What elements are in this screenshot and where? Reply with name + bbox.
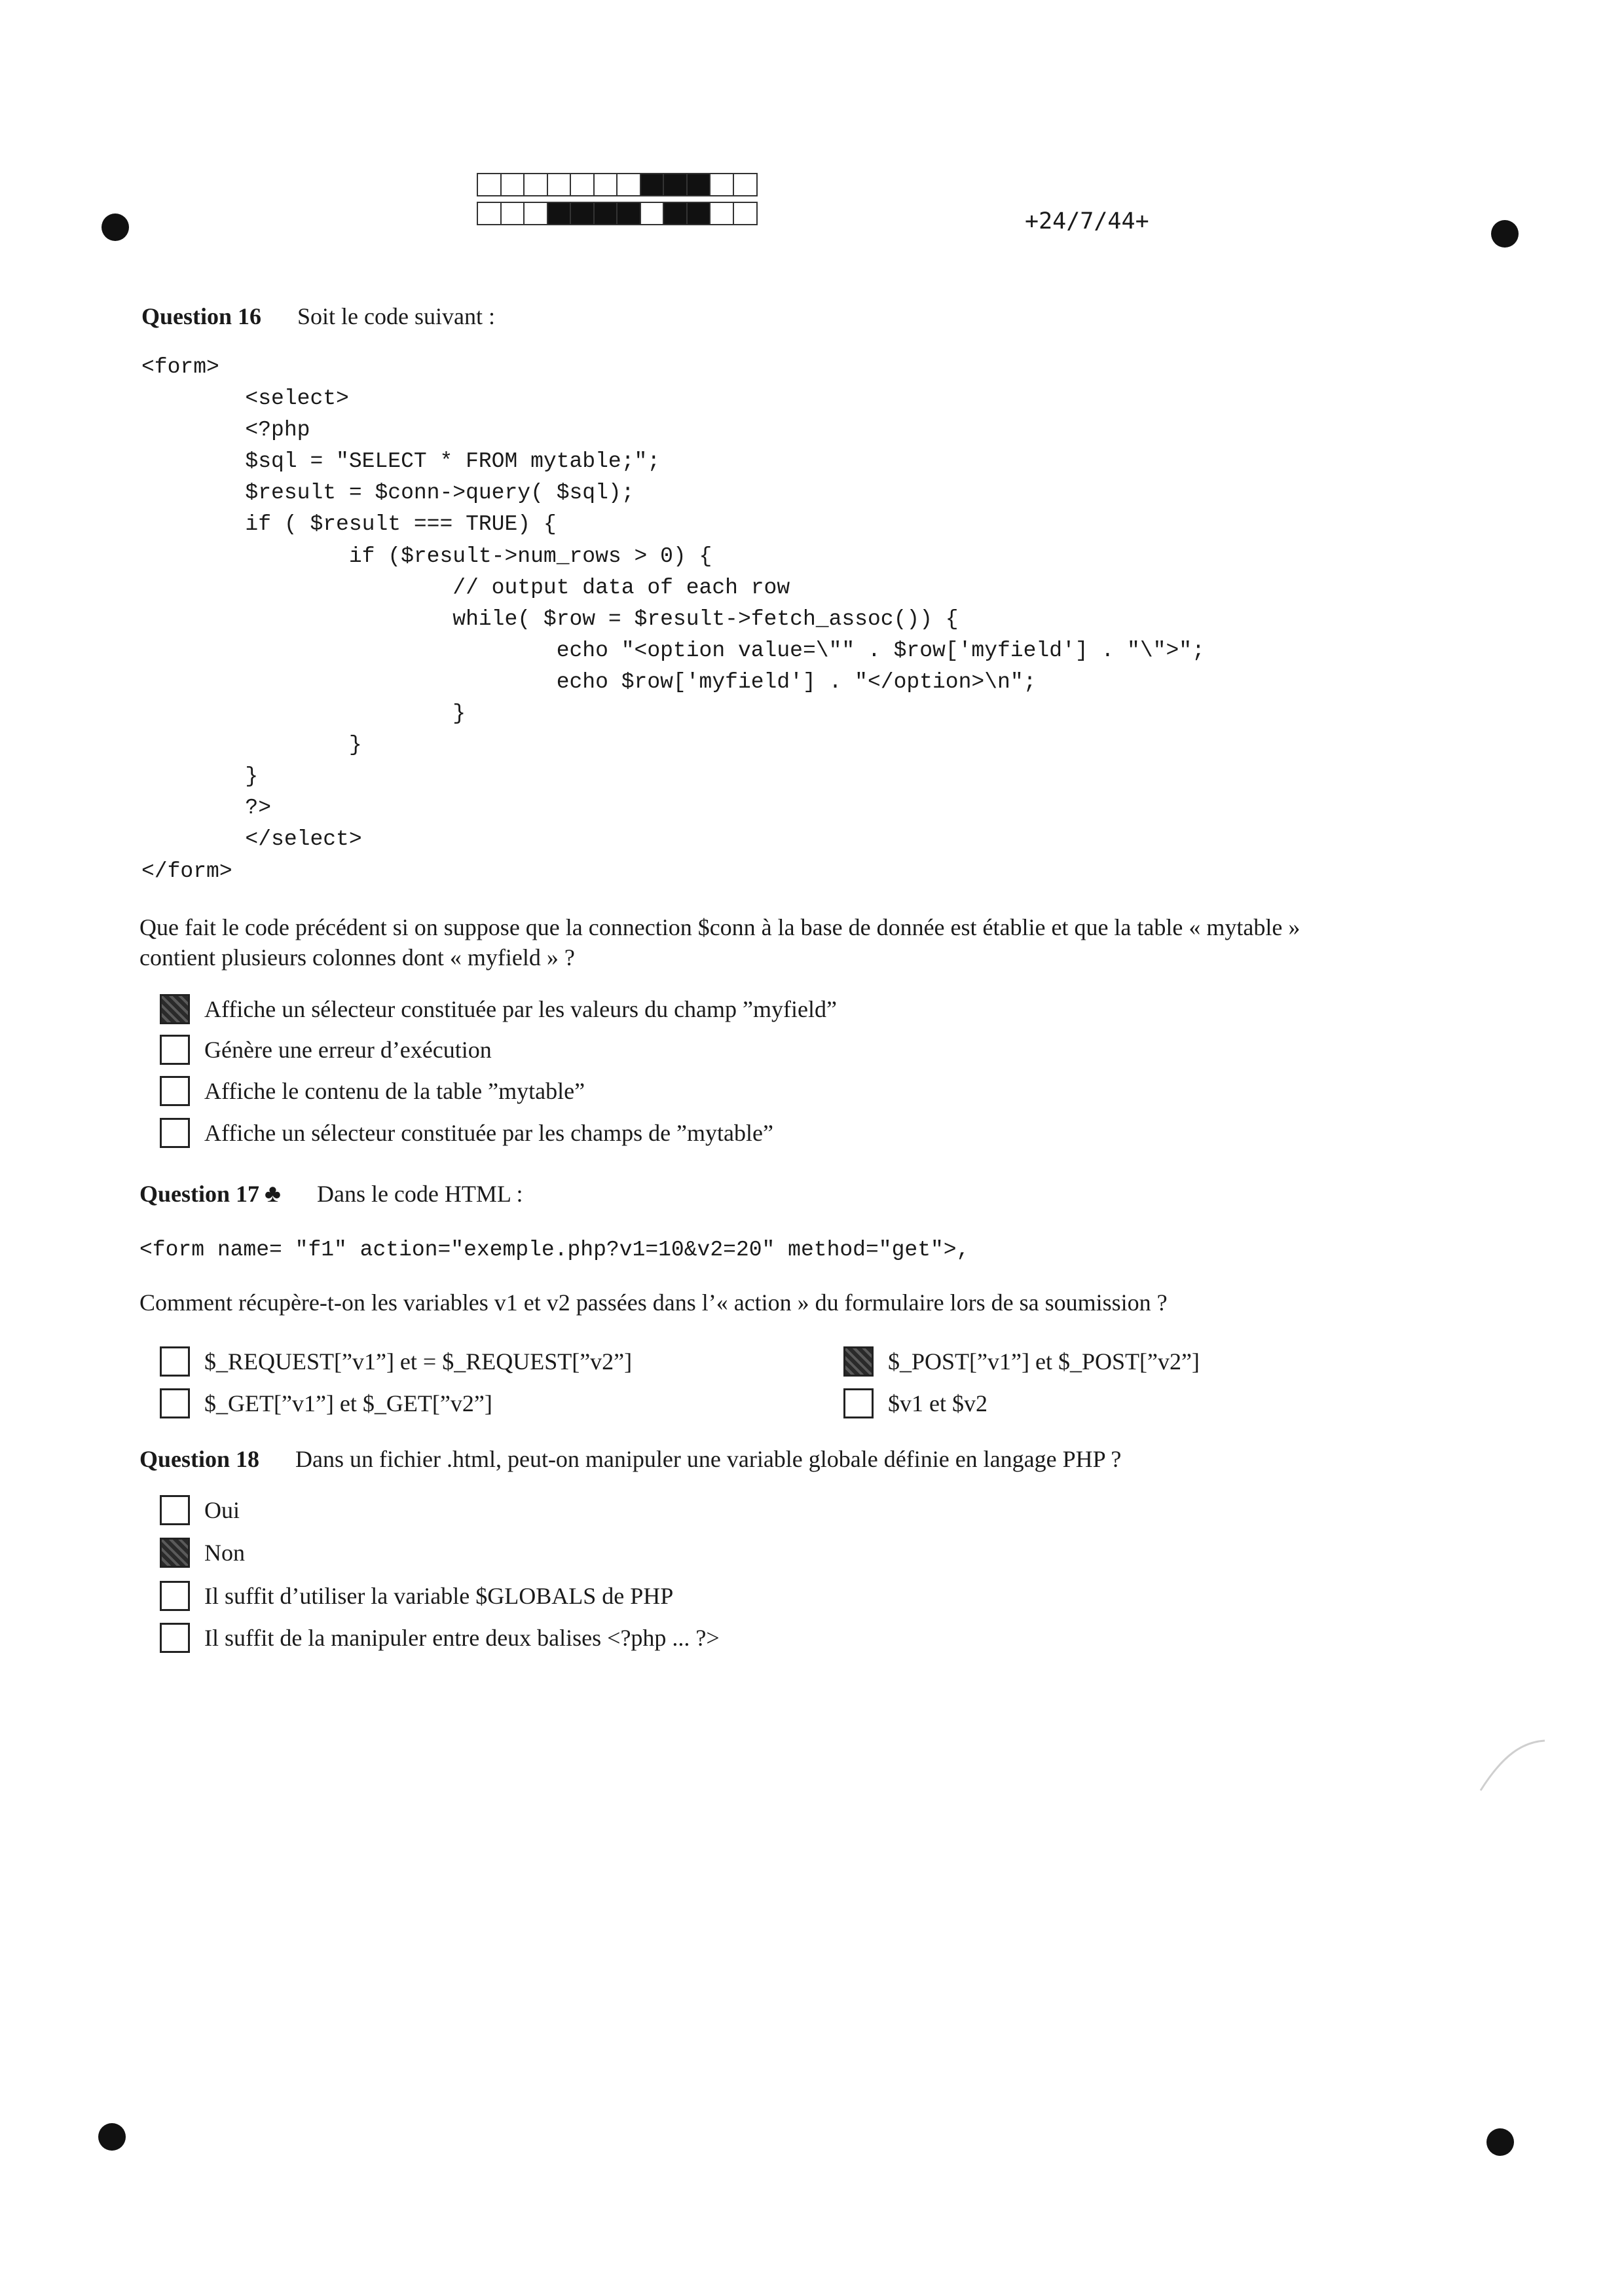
barcode-cell xyxy=(709,202,734,225)
q18-option-4-label: Il suffit de la manipuler entre deux balises <?php ... ?> xyxy=(204,1625,720,1651)
checkbox[interactable] xyxy=(160,1076,190,1106)
barcode-cell xyxy=(477,173,502,196)
corner-mark-bottom-left xyxy=(98,2123,126,2151)
barcode-cell xyxy=(616,173,641,196)
q16-option-2-label: Génère une erreur d’exécution xyxy=(204,1037,492,1063)
q16-option-3[interactable] xyxy=(160,1076,585,1106)
q16-option-1[interactable] xyxy=(160,994,837,1024)
checkbox[interactable] xyxy=(160,1118,190,1148)
barcode-cell xyxy=(547,173,572,196)
question-18-number: Question 18 xyxy=(139,1446,260,1472)
barcode-cell xyxy=(570,173,595,196)
question-16-prompt xyxy=(139,912,1300,972)
barcode-cell xyxy=(686,202,711,225)
checkbox-checked[interactable] xyxy=(843,1346,874,1377)
barcode-cell xyxy=(500,202,525,225)
question-16-prompt-line-1: Que fait le code précédent si on suppose que la connection $conn à la base de donnée est établie et que la table « mytable » xyxy=(139,914,1301,940)
q17-option-3[interactable] xyxy=(160,1388,492,1418)
barcode-cell xyxy=(733,202,758,225)
q17-option-3-label: $_GET[”v1”] et $_GET[”v2”] xyxy=(204,1390,492,1416)
corner-mark-bottom-right xyxy=(1486,2128,1514,2156)
question-16-prompt-line-2: contient plusieurs colonnes dont « myfield » ? xyxy=(139,944,575,971)
club-icon: ♣ xyxy=(265,1180,281,1208)
q17-option-4[interactable] xyxy=(843,1388,987,1418)
checkbox[interactable] xyxy=(843,1388,874,1418)
barcode-cell xyxy=(593,202,618,225)
q18-option-3[interactable] xyxy=(160,1581,673,1611)
q17-option-1-label: $_REQUEST[”v1”] et = $_REQUEST[”v2”] xyxy=(204,1348,633,1375)
barcode-cell xyxy=(477,202,502,225)
question-17-text: Dans le code HTML : xyxy=(316,1181,523,1207)
barcode-bottom-row xyxy=(477,202,756,225)
barcode-cell xyxy=(570,202,595,225)
q18-option-4[interactable] xyxy=(160,1623,720,1653)
barcode-cell xyxy=(523,202,548,225)
barcode-cell xyxy=(663,173,688,196)
checkbox[interactable] xyxy=(160,1346,190,1377)
checkbox-checked[interactable] xyxy=(160,1538,190,1568)
q16-option-3-label: Affiche le contenu de la table ”mytable” xyxy=(204,1078,585,1104)
q16-option-4[interactable] xyxy=(160,1118,773,1148)
checkbox[interactable] xyxy=(160,1495,190,1525)
barcode-cell xyxy=(709,173,734,196)
question-16-text: Soit le code suivant : xyxy=(297,303,495,329)
checkbox[interactable] xyxy=(160,1388,190,1418)
barcode-cell xyxy=(616,202,641,225)
question-18-text: Dans un fichier .html, peut-on manipuler une variable globale définie en langage PHP ? xyxy=(295,1446,1122,1472)
corner-mark-top-left xyxy=(101,213,129,241)
q18-option-1[interactable] xyxy=(160,1495,240,1525)
barcode-cell xyxy=(640,202,665,225)
barcode-cell xyxy=(523,173,548,196)
question-16-header xyxy=(141,303,495,330)
question-17-number: Question 17 xyxy=(139,1181,260,1207)
question-17-code: <form name= "f1" action="exemple.php?v1=10&v2=20" method="get">, xyxy=(139,1238,970,1262)
corner-mark-top-right xyxy=(1491,220,1519,248)
barcode-cell xyxy=(686,173,711,196)
q16-option-4-label: Affiche un sélecteur constituée par les champs de ”mytable” xyxy=(204,1120,773,1146)
question-17-header xyxy=(139,1179,523,1208)
checkbox[interactable] xyxy=(160,1623,190,1653)
q18-option-2[interactable] xyxy=(160,1538,245,1568)
barcode-cell xyxy=(547,202,572,225)
question-18-header xyxy=(139,1445,1121,1473)
barcode-cell xyxy=(733,173,758,196)
q18-option-1-label: Oui xyxy=(204,1497,240,1523)
q17-option-2-label: $_POST[”v1”] et $_POST[”v2”] xyxy=(888,1348,1200,1375)
question-16-code: <form> <select> <?php $sql = "SELECT * FROM mytable;"; $result = $conn->query( $sql); if ( $result === TRUE) { if ($result->num_rows > 0) { // output data of each row while( $row = $result->fetch_assoc()) { echo "<option value=\"" . $row['myfield'] . "\">"; echo $row['myfield'] . "</option>\n"; } } } ?> </select> </form> xyxy=(141,355,1205,883)
q17-option-4-label: $v1 et $v2 xyxy=(888,1390,987,1416)
q16-option-2[interactable] xyxy=(160,1035,492,1065)
barcode-top-row xyxy=(477,173,756,196)
page-id: +24/7/44+ xyxy=(1025,208,1149,234)
barcode-cell xyxy=(593,173,618,196)
question-17-prompt: Comment récupère-t-on les variables v1 et v2 passées dans l’« action » du formulaire lors de sa soumission ? xyxy=(139,1289,1168,1316)
pencil-mark xyxy=(1477,1735,1549,1794)
question-16-number: Question 16 xyxy=(141,303,262,329)
barcode-cell xyxy=(663,202,688,225)
q18-option-2-label: Non xyxy=(204,1540,245,1566)
checkbox[interactable] xyxy=(160,1581,190,1611)
checkbox[interactable] xyxy=(160,1035,190,1065)
q17-option-1[interactable] xyxy=(160,1346,632,1377)
barcode-cell xyxy=(500,173,525,196)
q18-option-3-label: Il suffit d’utiliser la variable $GLOBALS de PHP xyxy=(204,1583,674,1609)
q17-option-2[interactable] xyxy=(843,1346,1200,1377)
checkbox-checked[interactable] xyxy=(160,994,190,1024)
barcode-cell xyxy=(640,173,665,196)
q16-option-1-label: Affiche un sélecteur constituée par les valeurs du champ ”myfield” xyxy=(204,996,837,1022)
